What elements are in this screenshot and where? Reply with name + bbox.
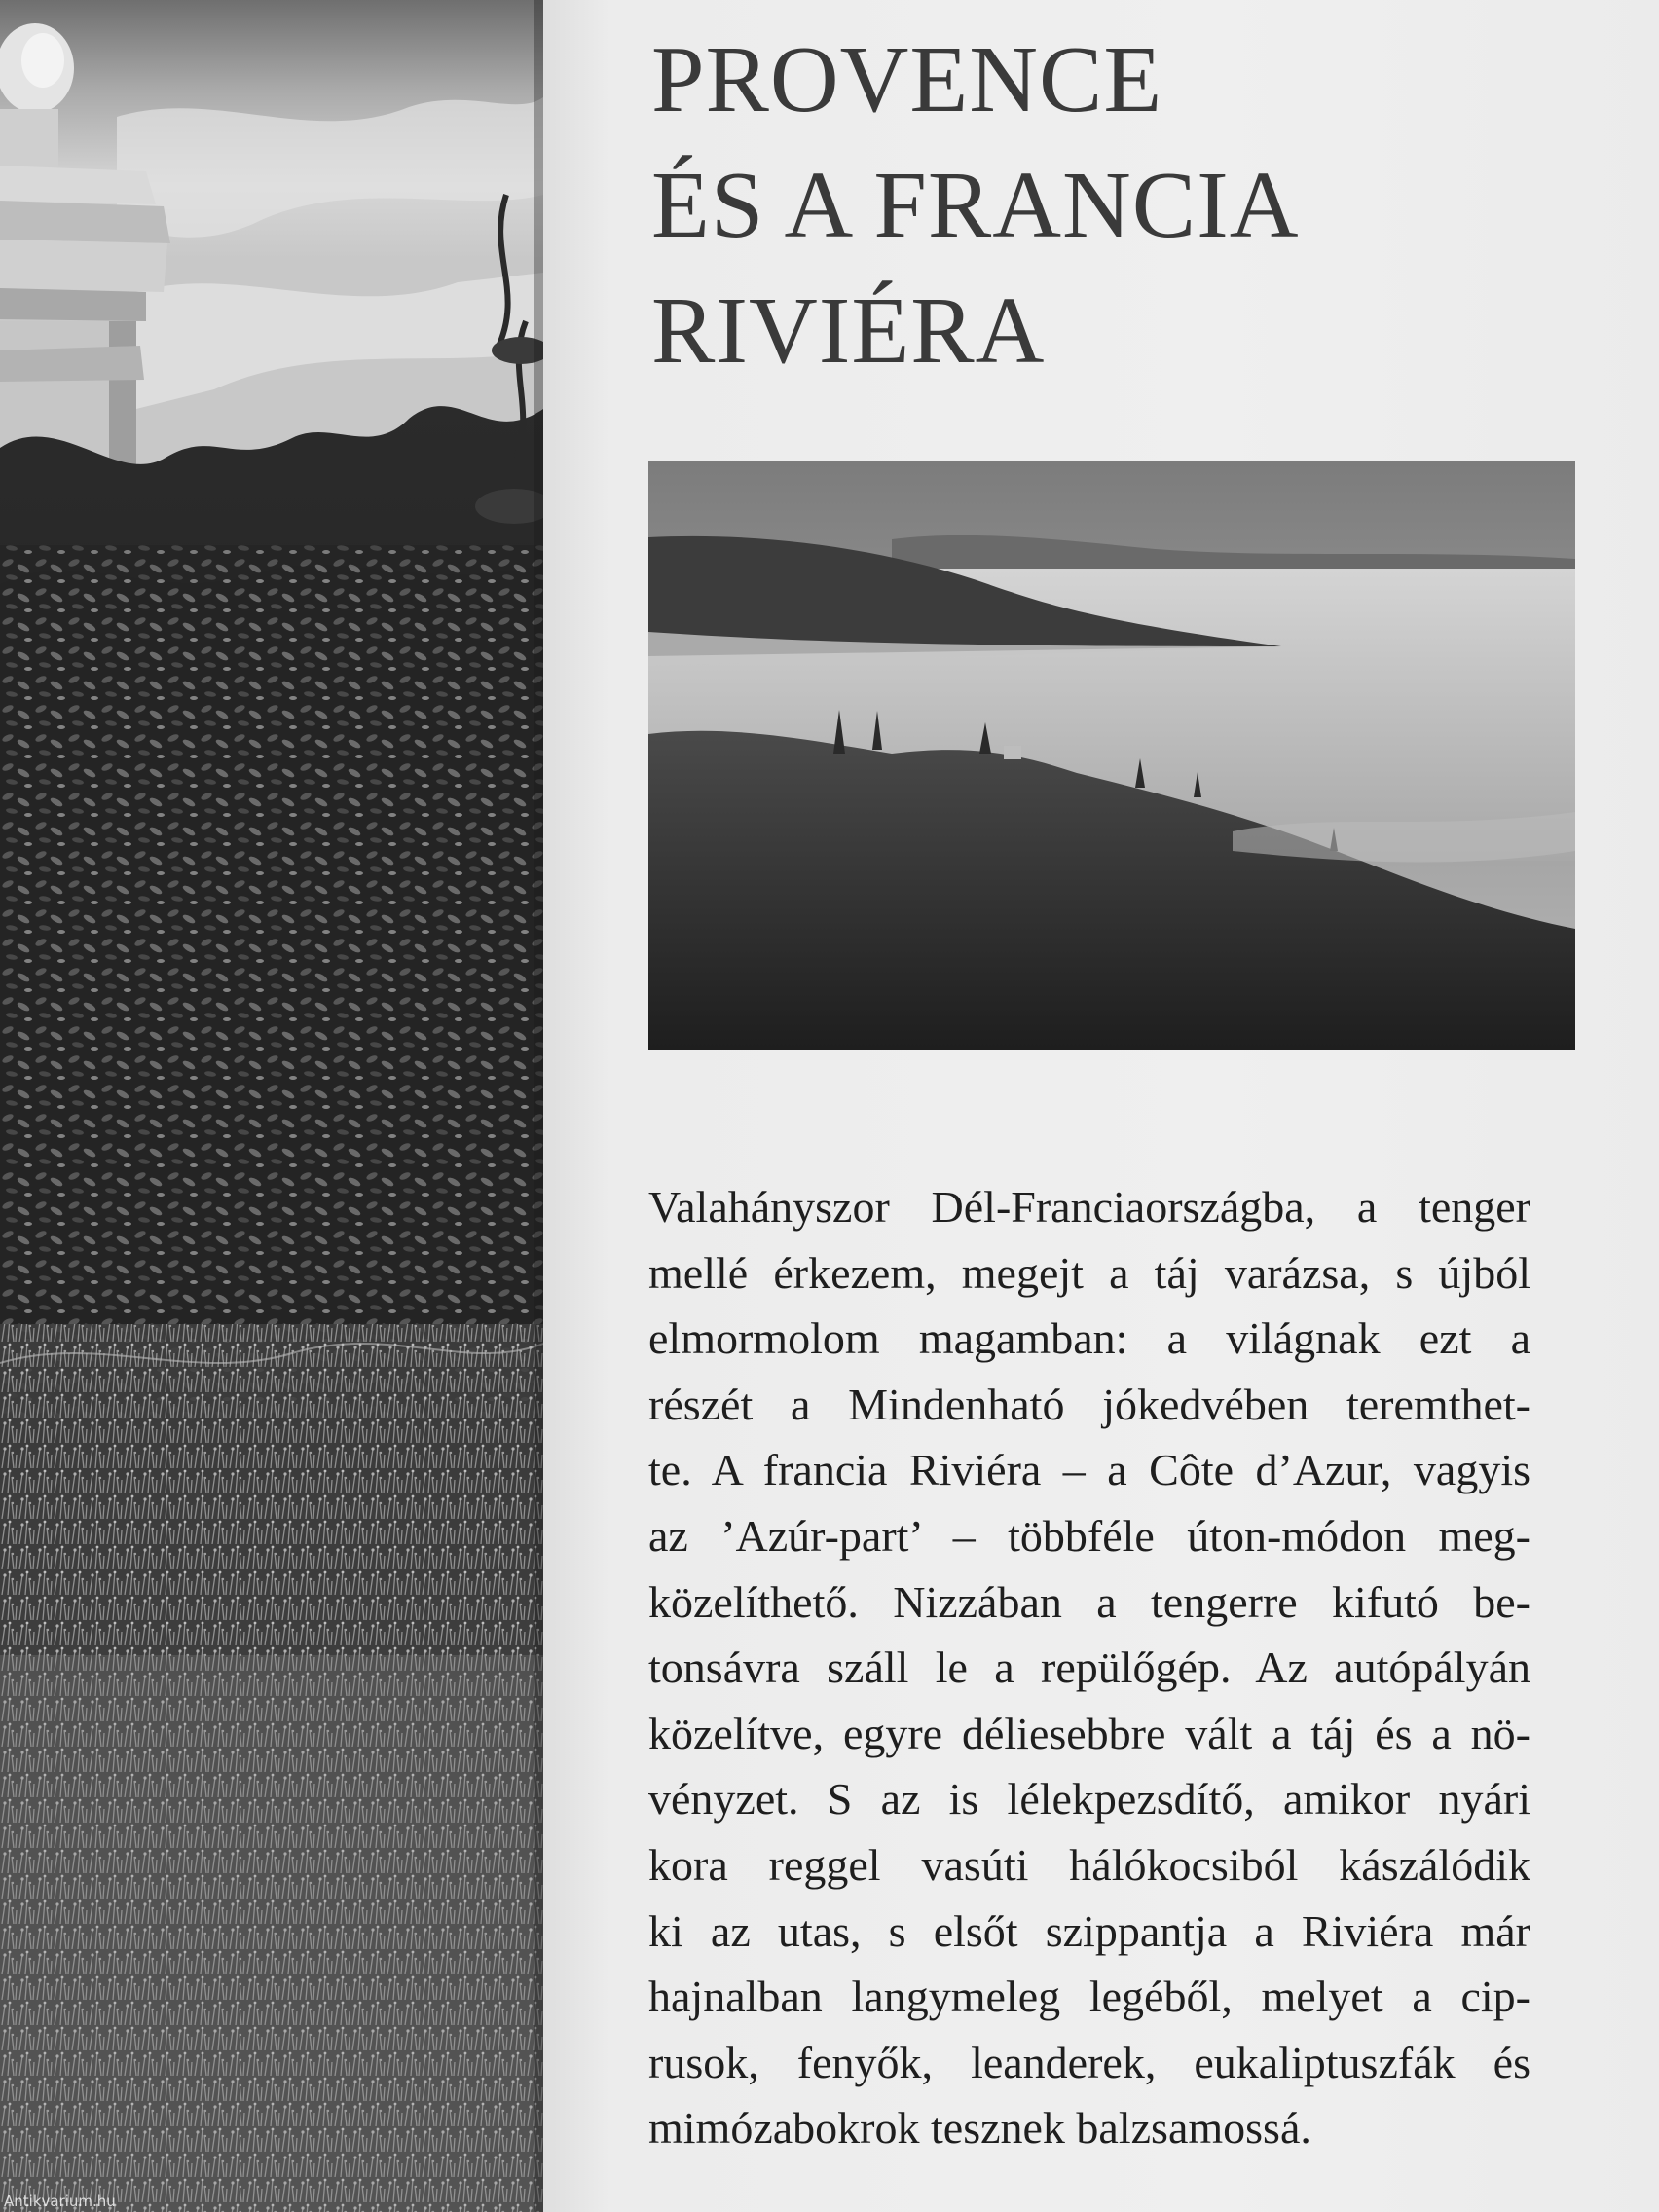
title-line-2: ÉS A FRANCIA <box>651 153 1300 258</box>
body-line: közelítve, egyre déliesebbre vált a táj és a nö- <box>648 1708 1530 1758</box>
body-line: tonsávra száll le a repülőgép. Az autópályán <box>648 1642 1530 1693</box>
fog-valley-image <box>648 461 1575 1050</box>
body-line: Valahányszor Dél-Franciaországba, a tenger <box>648 1182 1530 1232</box>
body-line: hajnalban langymeleg legéből, melyet a cip- <box>648 1972 1530 2022</box>
body-line: vényzet. S az is lélekpezsdítő, amikor nyári <box>648 1774 1530 1825</box>
body-line: mimózabokrok tesznek balzsamossá. <box>648 2103 1311 2154</box>
left-page-photo <box>0 0 543 2212</box>
right-page <box>543 0 1659 2212</box>
watermark: Antikvarium.hu <box>4 2193 116 2210</box>
body-line: közelíthető. Nizzában a tengerre kifutó be- <box>648 1576 1530 1627</box>
body-line: ki az utas, s elsőt szippantja a Riviéra már <box>648 1905 1530 1956</box>
body-line: az ’Azúr-part’ – többféle úton-módon meg- <box>648 1510 1530 1561</box>
monument-vegetation-image <box>0 0 543 2212</box>
body-line: elmormolom magamban: a világnak ezt a <box>648 1313 1530 1364</box>
body-line: kora reggel vasúti hálókocsiból kászálódik <box>648 1839 1530 1890</box>
body-line: te. A francia Riviéra – a Côte d’Azur, vagyis <box>648 1445 1530 1495</box>
fog-landscape-photo <box>648 461 1575 1050</box>
body-paragraph <box>648 1174 1530 2161</box>
body-line: részét a Mindenható jókedvében teremthet- <box>648 1379 1530 1429</box>
body-line: mellé érkezem, megejt a táj varázsa, s újból <box>648 1247 1530 1298</box>
chapter-title <box>651 18 1528 394</box>
title-line-3: RIVIÉRA <box>651 278 1046 384</box>
title-line-1: PROVENCE <box>651 27 1163 132</box>
body-line: rusok, fenyők, leanderek, eukaliptuszfák és <box>648 2037 1530 2087</box>
